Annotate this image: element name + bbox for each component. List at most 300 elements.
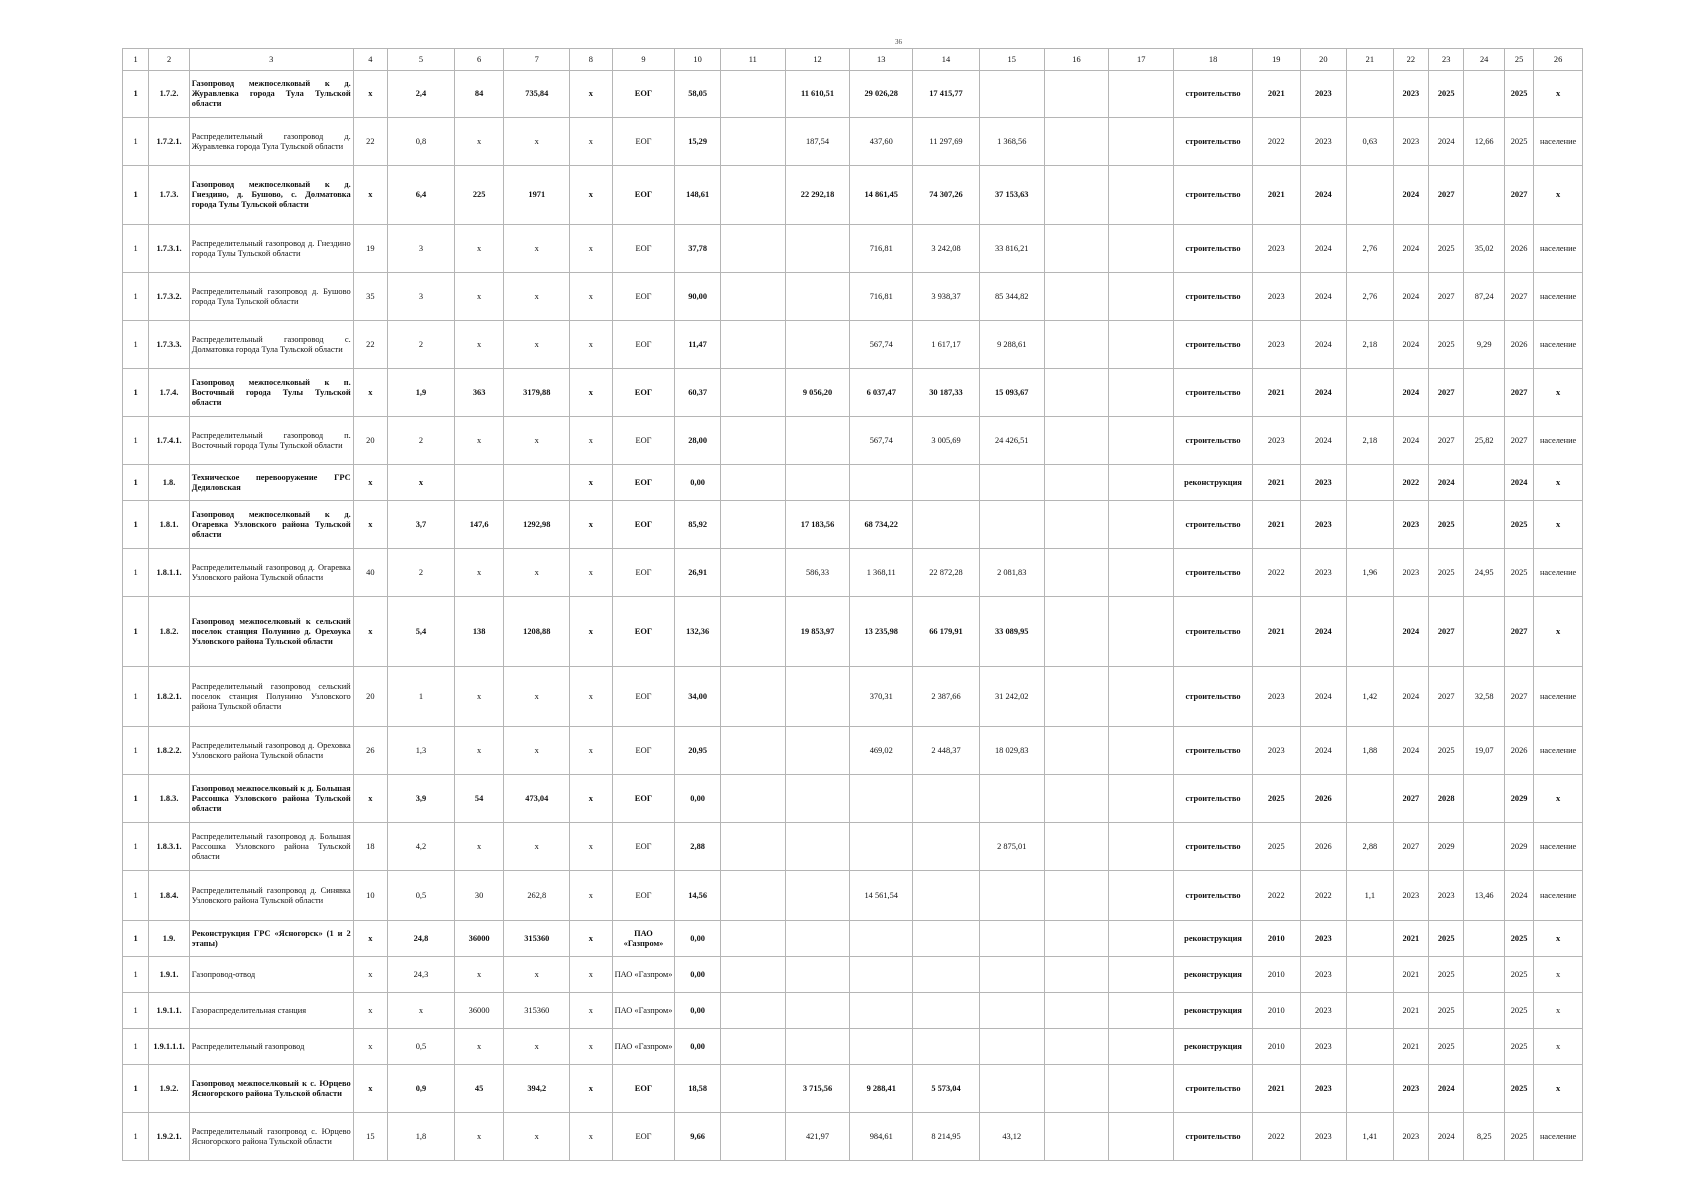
table-cell: [979, 993, 1044, 1029]
table-cell: [1044, 225, 1109, 273]
table-cell: х: [1534, 71, 1583, 118]
object-name-cell: Распределительный газопровод д. Огаревка Узловского района Тульской области: [189, 549, 353, 597]
table-cell: х: [570, 417, 612, 465]
table-cell: 2024: [1504, 465, 1533, 501]
table-cell: х: [570, 465, 612, 501]
item-number-cell: 1.9.1.1.: [149, 993, 189, 1029]
table-cell: [1109, 921, 1174, 957]
table-row: [123, 1029, 1583, 1065]
table-cell: 1: [123, 823, 149, 871]
table-cell: [1109, 667, 1174, 727]
table-cell: реконструкция: [1174, 921, 1253, 957]
table-cell: [1464, 993, 1504, 1029]
table-cell: 85,92: [675, 501, 721, 549]
table-cell: 735,84: [504, 71, 570, 118]
table-cell: [913, 465, 980, 501]
table-cell: [979, 465, 1044, 501]
table-cell: [1464, 775, 1504, 823]
table-cell: 2024: [1393, 166, 1428, 225]
table-cell: [720, 71, 785, 118]
table-cell: х: [1534, 166, 1583, 225]
table-cell: 15: [353, 1113, 387, 1161]
table-cell: 1,8: [388, 1113, 455, 1161]
table-cell: 2025: [1504, 118, 1533, 166]
header-cell: 9: [612, 49, 675, 71]
table-cell: ЕОГ: [612, 369, 675, 417]
table-cell: строительство: [1174, 118, 1253, 166]
table-cell: [1464, 921, 1504, 957]
table-cell: 2025: [1504, 1029, 1533, 1065]
table-cell: 74 307,26: [913, 166, 980, 225]
table-cell: [1109, 225, 1174, 273]
table-cell: 6,4: [388, 166, 455, 225]
table-cell: х: [454, 321, 504, 369]
table-cell: [1044, 1113, 1109, 1161]
table-cell: х: [570, 727, 612, 775]
table-cell: [720, 597, 785, 667]
header-cell: 15: [979, 49, 1044, 71]
table-row: [123, 321, 1583, 369]
table-cell: х: [570, 775, 612, 823]
object-name-cell: Распределительный газопровод п. Восточный города Тулы Тульской области: [189, 417, 353, 465]
table-cell: 437,60: [850, 118, 913, 166]
table-row: [123, 1065, 1583, 1113]
table-cell: 13 235,98: [850, 597, 913, 667]
data-table: [122, 48, 1583, 1161]
table-cell: 18: [353, 823, 387, 871]
table-cell: 90,00: [675, 273, 721, 321]
table-row: [123, 823, 1583, 871]
table-cell: 2025: [1504, 993, 1533, 1029]
table-cell: 2025: [1429, 993, 1464, 1029]
table-cell: 1: [123, 597, 149, 667]
table-cell: 0,5: [388, 871, 455, 921]
table-cell: х: [1534, 369, 1583, 417]
table-cell: [785, 921, 850, 957]
object-name-cell: Распределительный газопровод д. Бушово города Тула Тульской области: [189, 273, 353, 321]
table-cell: 2024: [1393, 321, 1428, 369]
header-cell: 19: [1253, 49, 1301, 71]
table-cell: [1109, 465, 1174, 501]
table-cell: [720, 321, 785, 369]
table-cell: 2022: [1253, 871, 1301, 921]
table-cell: 2023: [1393, 549, 1428, 597]
table-cell: 2023: [1393, 1065, 1428, 1113]
table-cell: [979, 921, 1044, 957]
table-cell: 58,05: [675, 71, 721, 118]
table-cell: 2: [388, 549, 455, 597]
table-cell: [720, 993, 785, 1029]
table-cell: строительство: [1174, 727, 1253, 775]
table-cell: 1: [123, 775, 149, 823]
table-cell: 1971: [504, 166, 570, 225]
table-cell: 17 183,56: [785, 501, 850, 549]
table-row: [123, 775, 1583, 823]
table-cell: 2025: [1504, 71, 1533, 118]
table-cell: 2024: [1393, 417, 1428, 465]
table-cell: х: [454, 667, 504, 727]
table-row: [123, 871, 1583, 921]
table-cell: 370,31: [850, 667, 913, 727]
table-cell: [979, 871, 1044, 921]
table-cell: 2023: [1300, 118, 1347, 166]
item-number-cell: 1.9.2.1.: [149, 1113, 189, 1161]
table-cell: [1044, 166, 1109, 225]
table-cell: 20: [353, 667, 387, 727]
table-cell: [1347, 465, 1394, 501]
table-cell: х: [504, 549, 570, 597]
object-name-cell: Газопровод межпоселковый к д. Журавлевка города Тула Тульской области: [189, 71, 353, 118]
table-cell: х: [504, 225, 570, 273]
table-cell: [1347, 369, 1394, 417]
table-cell: х: [353, 501, 387, 549]
table-cell: 2021: [1253, 166, 1301, 225]
table-cell: 2 875,01: [979, 823, 1044, 871]
object-name-cell: Распределительный газопровод с. Юрцево Ясногорского района Тульской области: [189, 1113, 353, 1161]
table-cell: [720, 957, 785, 993]
table-cell: ЕОГ: [612, 501, 675, 549]
item-number-cell: 1.7.2.: [149, 71, 189, 118]
object-name-cell: Распределительный газопровод д. Ореховка Узловского района Тульской области: [189, 727, 353, 775]
table-cell: ЕОГ: [612, 549, 675, 597]
table-cell: население: [1534, 823, 1583, 871]
table-cell: [720, 667, 785, 727]
table-cell: х: [1534, 501, 1583, 549]
table-cell: х: [454, 225, 504, 273]
table-cell: [913, 871, 980, 921]
table-cell: х: [570, 273, 612, 321]
table-cell: 1,1: [1347, 871, 1394, 921]
table-cell: [979, 71, 1044, 118]
table-cell: х: [353, 369, 387, 417]
table-row: [123, 465, 1583, 501]
table-cell: [913, 775, 980, 823]
table-cell: х: [570, 501, 612, 549]
table-cell: х: [570, 225, 612, 273]
table-cell: 2 448,37: [913, 727, 980, 775]
table-cell: 2024: [1300, 417, 1347, 465]
table-cell: 0,00: [675, 957, 721, 993]
table-cell: 2023: [1253, 225, 1301, 273]
table-cell: [1044, 667, 1109, 727]
item-number-cell: 1.7.2.1.: [149, 118, 189, 166]
table-cell: ЕОГ: [612, 667, 675, 727]
table-cell: [1347, 597, 1394, 667]
table-cell: [850, 957, 913, 993]
table-cell: 2023: [1393, 71, 1428, 118]
table-cell: 2023: [1253, 417, 1301, 465]
table-cell: [1464, 465, 1504, 501]
table-cell: 2023: [1253, 667, 1301, 727]
table-cell: [454, 465, 504, 501]
table-cell: 1,3: [388, 727, 455, 775]
table-cell: 567,74: [850, 321, 913, 369]
table-cell: 10: [353, 871, 387, 921]
table-cell: 3 242,08: [913, 225, 980, 273]
table-cell: [1044, 321, 1109, 369]
table-cell: [720, 225, 785, 273]
table-cell: [785, 775, 850, 823]
table-cell: 2024: [1429, 1113, 1464, 1161]
table-cell: 1292,98: [504, 501, 570, 549]
table-cell: строительство: [1174, 775, 1253, 823]
table-cell: 85 344,82: [979, 273, 1044, 321]
table-cell: 2029: [1504, 823, 1533, 871]
table-cell: [1109, 166, 1174, 225]
table-cell: 1: [123, 993, 149, 1029]
table-cell: 0,8: [388, 118, 455, 166]
table-cell: 5,4: [388, 597, 455, 667]
table-cell: 20,95: [675, 727, 721, 775]
item-number-cell: 1.8.1.: [149, 501, 189, 549]
table-cell: 2024: [1300, 667, 1347, 727]
table-cell: 2022: [1253, 549, 1301, 597]
item-number-cell: 1.9.1.: [149, 957, 189, 993]
table-cell: 2024: [1300, 225, 1347, 273]
table-cell: [1044, 1029, 1109, 1065]
table-cell: 1: [123, 1113, 149, 1161]
table-cell: [850, 465, 913, 501]
table-cell: [913, 993, 980, 1029]
item-number-cell: 1.8.3.: [149, 775, 189, 823]
table-cell: население: [1534, 321, 1583, 369]
table-cell: 2024: [1429, 1065, 1464, 1113]
object-name-cell: Газопровод межпоселковый к д. Большая Рассошка Узловского района Тульской области: [189, 775, 353, 823]
table-row: [123, 993, 1583, 1029]
table-cell: 2010: [1253, 957, 1301, 993]
table-cell: 36000: [454, 921, 504, 957]
table-cell: х: [353, 775, 387, 823]
table-cell: 2027: [1429, 597, 1464, 667]
table-cell: [1347, 957, 1394, 993]
object-name-cell: Газопровод межпоселковый к д. Огаревка Узловского района Тульской области: [189, 501, 353, 549]
table-cell: [1109, 727, 1174, 775]
table-cell: 2025: [1504, 921, 1533, 957]
table-cell: [1044, 597, 1109, 667]
table-cell: х: [353, 957, 387, 993]
table-cell: 2025: [1504, 1113, 1533, 1161]
table-cell: 2021: [1253, 501, 1301, 549]
table-cell: 14 561,54: [850, 871, 913, 921]
table-cell: 2023: [1300, 501, 1347, 549]
table-cell: х: [353, 166, 387, 225]
table-cell: 26: [353, 727, 387, 775]
table-cell: 45: [454, 1065, 504, 1113]
table-cell: ЕОГ: [612, 166, 675, 225]
table-cell: 2023: [1300, 1029, 1347, 1065]
table-cell: [979, 501, 1044, 549]
table-cell: 0,00: [675, 1029, 721, 1065]
table-cell: [720, 775, 785, 823]
table-cell: 262,8: [504, 871, 570, 921]
table-cell: реконструкция: [1174, 957, 1253, 993]
table-cell: [720, 727, 785, 775]
table-cell: х: [353, 465, 387, 501]
table-cell: 363: [454, 369, 504, 417]
table-cell: [720, 823, 785, 871]
table-cell: х: [570, 667, 612, 727]
table-cell: строительство: [1174, 1065, 1253, 1113]
header-cell: 26: [1534, 49, 1583, 71]
table-cell: [913, 1029, 980, 1065]
table-cell: ПАО «Газпром»: [612, 993, 675, 1029]
table-cell: 138: [454, 597, 504, 667]
table-cell: [1347, 775, 1394, 823]
table-cell: [785, 957, 850, 993]
object-name-cell: Реконструкция ГРС «Ясногорск» (1 и 2 этапы): [189, 921, 353, 957]
table-cell: ЕОГ: [612, 225, 675, 273]
table-cell: 2026: [1504, 321, 1533, 369]
table-cell: х: [388, 465, 455, 501]
table-cell: 2024: [1393, 369, 1428, 417]
table-cell: население: [1534, 1113, 1583, 1161]
table-cell: х: [504, 417, 570, 465]
table-row: [123, 225, 1583, 273]
table-row: [123, 166, 1583, 225]
table-cell: х: [570, 369, 612, 417]
item-number-cell: 1.9.1.1.1.: [149, 1029, 189, 1065]
table-cell: 0,00: [675, 465, 721, 501]
table-row: [123, 118, 1583, 166]
table-cell: население: [1534, 417, 1583, 465]
table-cell: 187,54: [785, 118, 850, 166]
table-cell: 2025: [1429, 501, 1464, 549]
table-cell: 0,63: [1347, 118, 1394, 166]
table-cell: 2024: [1300, 166, 1347, 225]
table-cell: 1: [123, 465, 149, 501]
item-number-cell: 1.8.2.2.: [149, 727, 189, 775]
table-cell: 2024: [1300, 597, 1347, 667]
table-cell: 2021: [1253, 465, 1301, 501]
table-cell: [1044, 501, 1109, 549]
table-cell: 2023: [1253, 321, 1301, 369]
table-cell: 18,58: [675, 1065, 721, 1113]
table-cell: 2024: [1429, 118, 1464, 166]
table-row: [123, 549, 1583, 597]
table-cell: 2029: [1504, 775, 1533, 823]
table-cell: х: [504, 957, 570, 993]
table-cell: 14 861,45: [850, 166, 913, 225]
table-cell: 28,00: [675, 417, 721, 465]
table-cell: ЕОГ: [612, 118, 675, 166]
table-cell: [1109, 775, 1174, 823]
table-cell: 2,4: [388, 71, 455, 118]
table-cell: 2026: [1300, 823, 1347, 871]
table-cell: население: [1534, 667, 1583, 727]
item-number-cell: 1.7.3.: [149, 166, 189, 225]
item-number-cell: 1.8.2.: [149, 597, 189, 667]
table-cell: 2024: [1393, 597, 1428, 667]
table-cell: 2027: [1429, 417, 1464, 465]
table-cell: 17 415,77: [913, 71, 980, 118]
table-cell: 2026: [1504, 225, 1533, 273]
header-cell: 11: [720, 49, 785, 71]
table-cell: [720, 1065, 785, 1113]
table-cell: [1464, 597, 1504, 667]
table-cell: 2: [388, 417, 455, 465]
object-name-cell: Газораспределительная станция: [189, 993, 353, 1029]
table-cell: 2023: [1300, 71, 1347, 118]
table-cell: 6 037,47: [850, 369, 913, 417]
table-cell: 2026: [1504, 727, 1533, 775]
table-cell: 2025: [1504, 957, 1533, 993]
table-cell: 2,76: [1347, 273, 1394, 321]
object-name-cell: Газопровод межпоселковый к сельский поселок станция Полунино д. Орехоука Узловского района Тульской области: [189, 597, 353, 667]
table-cell: х: [570, 321, 612, 369]
table-cell: 2027: [1429, 273, 1464, 321]
table-cell: [1464, 1065, 1504, 1113]
table-cell: 2: [388, 321, 455, 369]
table-cell: х: [570, 1065, 612, 1113]
table-cell: 2027: [1504, 667, 1533, 727]
table-cell: 3: [388, 225, 455, 273]
table-cell: 22: [353, 118, 387, 166]
table-cell: 2010: [1253, 1029, 1301, 1065]
table-cell: 2021: [1253, 597, 1301, 667]
header-cell: 21: [1347, 49, 1394, 71]
table-cell: 2024: [1300, 273, 1347, 321]
table-cell: х: [353, 597, 387, 667]
item-number-cell: 1.7.3.2.: [149, 273, 189, 321]
object-name-cell: Распределительный газопровод д. Гнездино города Тулы Тульской области: [189, 225, 353, 273]
table-cell: ЕОГ: [612, 823, 675, 871]
table-cell: х: [353, 71, 387, 118]
table-cell: 18 029,83: [979, 727, 1044, 775]
table-cell: [720, 166, 785, 225]
table-cell: [1109, 823, 1174, 871]
table-cell: х: [353, 1065, 387, 1113]
table-cell: [1109, 273, 1174, 321]
table-cell: 2025: [1429, 1029, 1464, 1065]
table-cell: 37,78: [675, 225, 721, 273]
table-cell: [1109, 1065, 1174, 1113]
table-cell: 2027: [1429, 369, 1464, 417]
header-cell: 17: [1109, 49, 1174, 71]
item-number-cell: 1.8.1.1.: [149, 549, 189, 597]
table-cell: 2022: [1253, 118, 1301, 166]
table-cell: 1: [123, 417, 149, 465]
table-cell: [1044, 823, 1109, 871]
table-cell: 1 617,17: [913, 321, 980, 369]
table-cell: 24,8: [388, 921, 455, 957]
table-cell: 1: [123, 225, 149, 273]
table-cell: [1109, 993, 1174, 1029]
table-cell: [785, 993, 850, 1029]
table-cell: [1109, 871, 1174, 921]
table-cell: х: [504, 667, 570, 727]
table-cell: 2021: [1253, 1065, 1301, 1113]
table-cell: 9,66: [675, 1113, 721, 1161]
table-cell: 30 187,33: [913, 369, 980, 417]
table-cell: 4,2: [388, 823, 455, 871]
table-cell: 2021: [1393, 921, 1428, 957]
table-cell: население: [1534, 549, 1583, 597]
table-cell: 1: [123, 501, 149, 549]
table-cell: 2023: [1253, 727, 1301, 775]
table-cell: х: [570, 71, 612, 118]
table-cell: 984,61: [850, 1113, 913, 1161]
table-cell: [913, 823, 980, 871]
table-cell: 473,04: [504, 775, 570, 823]
table-cell: [785, 727, 850, 775]
table-cell: ЕОГ: [612, 273, 675, 321]
table-cell: ЕОГ: [612, 871, 675, 921]
table-cell: 35,02: [1464, 225, 1504, 273]
table-cell: 22: [353, 321, 387, 369]
table-cell: 30: [454, 871, 504, 921]
table-cell: [1044, 727, 1109, 775]
table-cell: 5 573,04: [913, 1065, 980, 1113]
